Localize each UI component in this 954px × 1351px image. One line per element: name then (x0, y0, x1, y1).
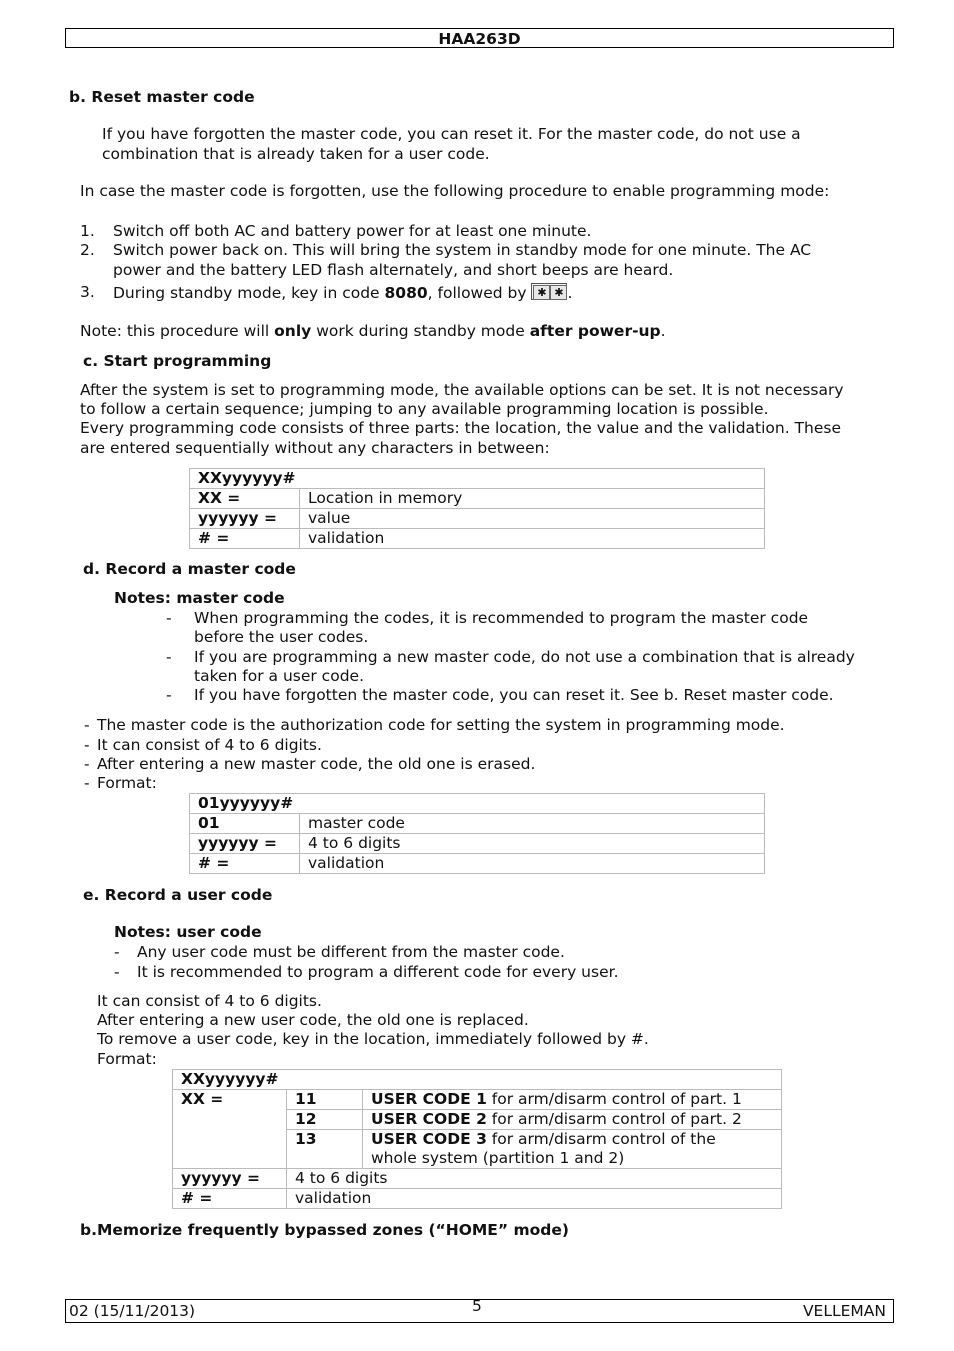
table-row (190, 529, 765, 549)
step-number: 3. (80, 283, 95, 301)
section-b-procedure-intro: In case the master code is forgotten, use the following procedure to enable programming mode: (80, 182, 830, 200)
master-bullet: It can consist of 4 to 6 digits. (97, 736, 322, 754)
table-value: validation (300, 529, 765, 549)
page-number: 5 (472, 1297, 482, 1315)
table-key: # = (190, 854, 300, 874)
page-header (65, 28, 894, 48)
table-value: Location in memory (300, 489, 765, 509)
user-code-description (363, 1110, 782, 1130)
master-bullet: Format: (97, 774, 157, 792)
footer-brand: VELLEMAN (802, 1302, 886, 1320)
user-code-location: 12 (287, 1110, 363, 1130)
table-row (173, 1169, 782, 1189)
user-note: Any user code must be different from the master code. (137, 943, 565, 961)
table-row (190, 854, 765, 874)
dash-bullet: - (84, 774, 90, 792)
user-code-line: To remove a user code, key in the location, immediately followed by #. (97, 1030, 649, 1048)
table-key: # = (173, 1189, 287, 1209)
table-value: validation (287, 1189, 782, 1209)
step-text: Switch off both AC and battery power for at least one minute. (113, 222, 592, 240)
table-key: XX = (173, 1090, 287, 1169)
user-note: It is recommended to program a different code for every user. (137, 963, 619, 981)
section-c-heading: c. Start programming (83, 352, 272, 370)
star-star-key-icon (531, 283, 567, 300)
star-icon: ✱ (533, 285, 550, 300)
table-row (190, 509, 765, 529)
dash-bullet: - (84, 716, 90, 734)
table-row (190, 489, 765, 509)
next-section-heading: b.Memorize frequently bypassed zones (“HOME” mode) (80, 1221, 569, 1239)
section-c-line: After the system is set to programming mode, the available options can be set. It is not necessary (80, 381, 844, 399)
section-b-heading: b. Reset master code (69, 88, 255, 106)
dash-bullet: - (114, 963, 120, 981)
section-c-line: are entered sequentially without any characters in between: (80, 439, 550, 457)
user-code-description (363, 1130, 782, 1169)
table-key: XX = (190, 489, 300, 509)
table-row (173, 1189, 782, 1209)
page-footer (65, 1299, 894, 1323)
section-b-paragraph-line-2: combination that is already taken for a user code. (102, 145, 490, 163)
section-d-heading: d. Record a master code (83, 560, 296, 578)
user-code-desc: for arm/disarm control of the (486, 1130, 716, 1148)
table-key: 01 (190, 814, 300, 834)
user-code-name: USER CODE 1 (371, 1090, 487, 1108)
master-bullet: The master code is the authorization code for setting the system in programming mode. (97, 716, 785, 734)
user-code-name: USER CODE 2 (371, 1110, 487, 1128)
step-text-continued: power and the battery LED flash alternately, and short beeps are heard. (113, 261, 674, 279)
user-code-description (363, 1090, 782, 1110)
table-value: master code (300, 814, 765, 834)
user-code-desc: for arm/disarm control of part. 1 (486, 1090, 742, 1108)
document-title: HAA263D (438, 30, 521, 48)
user-notes-title: Notes: user code (114, 923, 262, 941)
user-code-line: After entering a new user code, the old one is replaced. (97, 1011, 529, 1029)
table-key: yyyyyy = (190, 509, 300, 529)
table-title: XXyyyyyy# (173, 1070, 782, 1090)
section-c-line: Every programming code consists of three parts: the location, the value and the validation. These (80, 419, 842, 437)
note-emphasis: only (274, 322, 312, 340)
note-text: work during standby mode (311, 322, 530, 340)
master-notes-title: Notes: master code (114, 589, 285, 607)
step-text-part: . (567, 284, 573, 302)
master-note-continued: before the user codes. (194, 628, 369, 646)
section-e-heading: e. Record a user code (83, 886, 273, 904)
user-code-line: It can consist of 4 to 6 digits. (97, 992, 322, 1010)
table-key: # = (190, 529, 300, 549)
table-title: 01yyyyyy# (190, 794, 765, 814)
table-value: 4 to 6 digits (300, 834, 765, 854)
dash-bullet: - (84, 755, 90, 773)
table-value: validation (300, 854, 765, 874)
dash-bullet: - (166, 686, 172, 704)
master-note: When programming the codes, it is recommended to program the master code (194, 609, 809, 627)
master-note: If you have forgotten the master code, you can reset it. See b. Reset master code. (194, 686, 834, 704)
step-text-part: During standby mode, key in code (113, 284, 385, 302)
user-code-desc: whole system (partition 1 and 2) (371, 1149, 625, 1167)
step-text (113, 283, 572, 303)
step-text: Switch power back on. This will bring the system in standby mode for one minute. The AC (113, 241, 812, 259)
step-number: 1. (80, 222, 95, 240)
dash-bullet: - (166, 609, 172, 627)
note-emphasis: after power-up (529, 322, 661, 340)
step-text-part: , followed by (427, 284, 532, 302)
master-bullet: After entering a new master code, the old one is erased. (97, 755, 536, 773)
table-key: yyyyyy = (173, 1169, 287, 1189)
master-note-continued: taken for a user code. (194, 667, 364, 685)
user-code-desc: for arm/disarm control of part. 2 (486, 1110, 742, 1128)
step-number: 2. (80, 241, 95, 259)
table-row (190, 834, 765, 854)
reset-code: 8080 (384, 284, 428, 302)
master-code-format-table (189, 793, 765, 874)
table-value: 4 to 6 digits (287, 1169, 782, 1189)
table-title: XXyyyyyy# (190, 469, 765, 489)
user-code-format-table (172, 1069, 782, 1209)
footer-revision: 02 (15/11/2013) (69, 1302, 196, 1320)
programming-format-table (189, 468, 765, 549)
table-value: value (300, 509, 765, 529)
table-key: yyyyyy = (190, 834, 300, 854)
user-code-location: 11 (287, 1090, 363, 1110)
table-row (173, 1090, 782, 1110)
table-row (190, 814, 765, 834)
note-text: Note: this procedure will (80, 322, 275, 340)
user-code-name: USER CODE 3 (371, 1130, 487, 1148)
section-c-line: to follow a certain sequence; jumping to any available programming location is possible. (80, 400, 769, 418)
user-code-line: Format: (97, 1050, 157, 1068)
section-b-paragraph-line-1: If you have forgotten the master code, you can reset it. For the master code, do not use a (102, 125, 801, 143)
dash-bullet: - (114, 943, 120, 961)
dash-bullet: - (84, 736, 90, 754)
user-code-location: 13 (287, 1130, 363, 1169)
dash-bullet: - (166, 648, 172, 666)
master-note: If you are programming a new master code, do not use a combination that is already (194, 648, 855, 666)
note-text: . (660, 322, 666, 340)
section-b-note (80, 322, 666, 341)
star-icon: ✱ (550, 285, 567, 300)
